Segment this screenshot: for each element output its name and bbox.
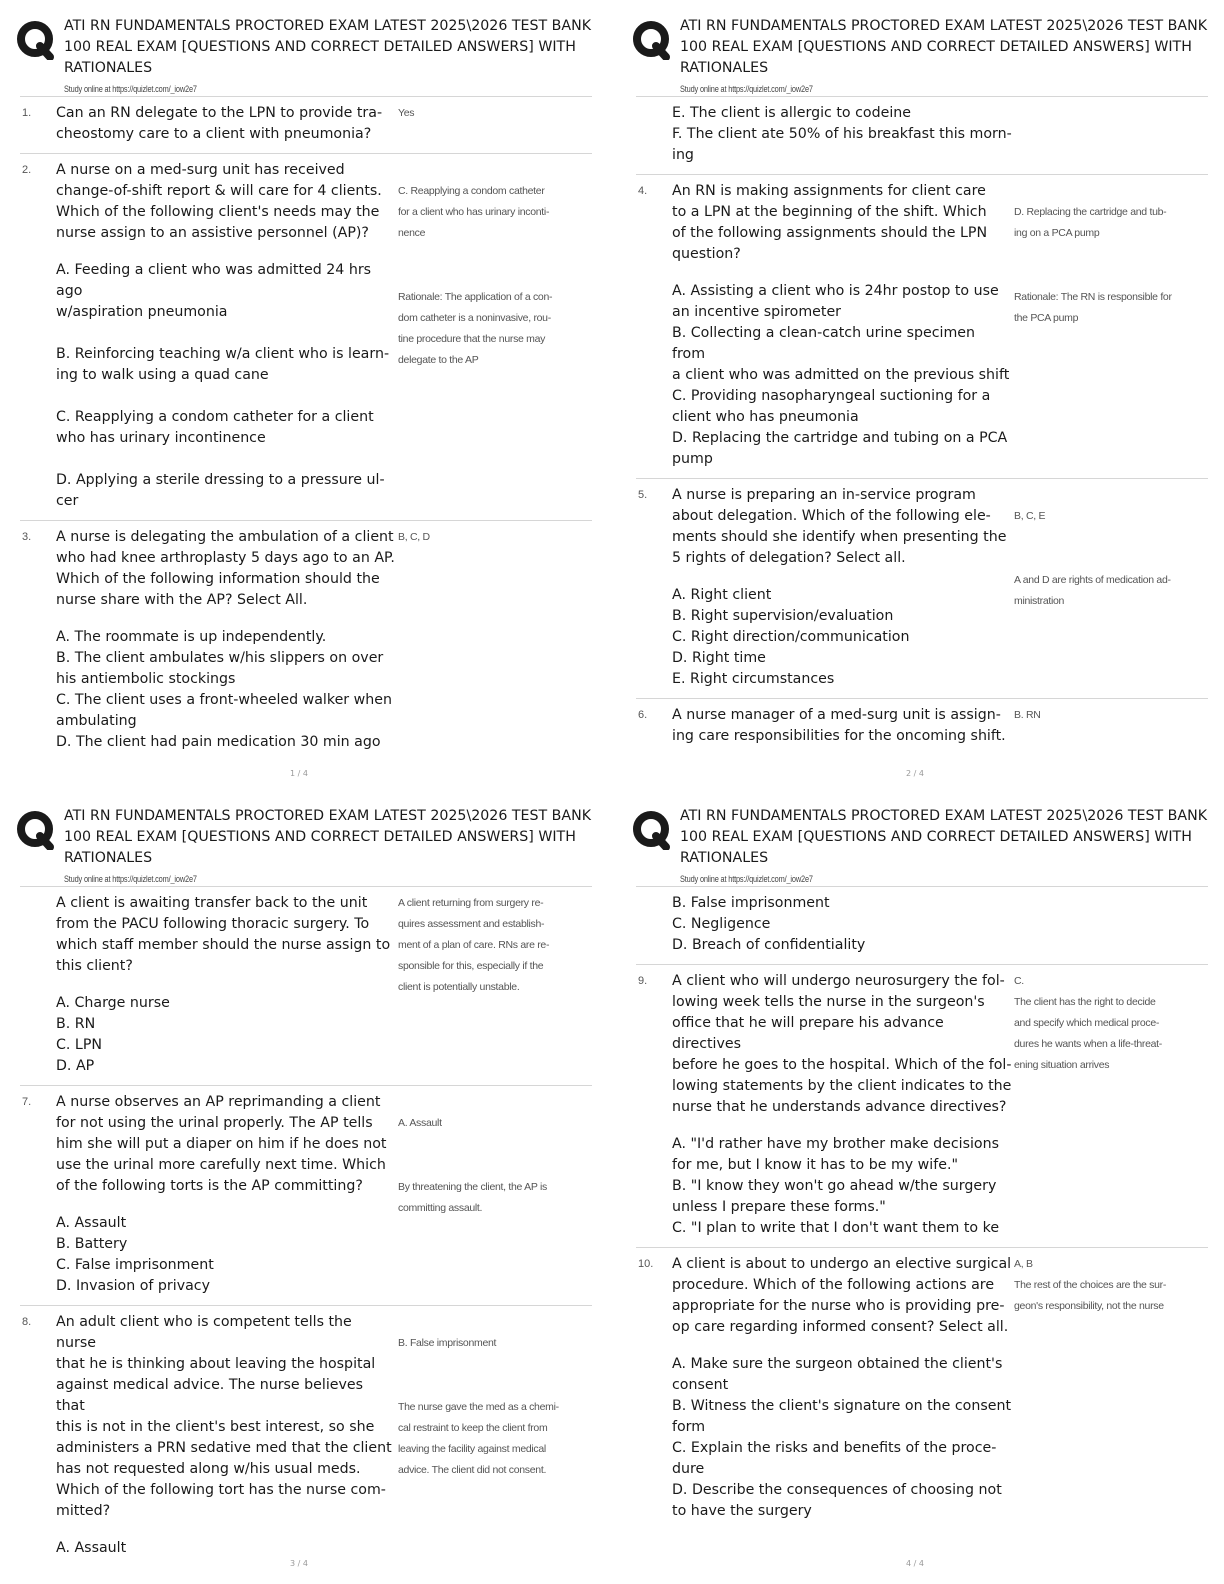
rationale-text: Rationale: The RN is responsible for the PCA pump xyxy=(1014,291,1172,324)
question-block xyxy=(12,521,612,761)
rationale-text: A and D are rights of medication ad- ministration xyxy=(1014,574,1171,607)
study-link[interactable]: Study online at https://quizlet.com/_iow2e7 xyxy=(64,874,197,884)
quizlet-logo-icon xyxy=(632,810,672,850)
document-page-1 xyxy=(12,14,612,784)
question-block xyxy=(12,97,612,153)
quizlet-logo-icon xyxy=(632,20,672,60)
question-number: 9. xyxy=(638,975,648,987)
question-block xyxy=(628,175,1224,478)
document-title: ATI RN FUNDAMENTALS PROCTORED EXAM LATEST 2025\2026 TEST BANK 100 REAL EXAM [QUESTIONS AND CORRECT DETAILED ANSWERS] WITH RATIONALES xyxy=(64,18,592,76)
answer-options: A. The roommate is up independently. B. The client ambulates w/his slippers on over his antiembolic stockings C. The client uses a front-wheeled walker when ambulating D. The client had pain medication 30 min ago xyxy=(56,629,392,750)
answer-options: A. Assisting a client who is 24hr postop to use an incentive spirometer B. Collecting a clean-catch urine specimen from a client who was admitted on the previous shift C. Providing nasopharyngeal suctioning for a client who has pneumonia D. Replacing the cartridge and tubing on a PCA pump xyxy=(672,283,1010,467)
question-text: A client is awaiting transfer back to the unit from the PACU following thoracic surgery. To which staff member should the nurse assign to this client? xyxy=(56,895,391,974)
question-number: 4. xyxy=(638,185,648,197)
question-number: 8. xyxy=(22,1316,32,1328)
answer-text: C. The client has the right to decide and specify which medical proce- dures he wants when a life-threat- ening situation arrives xyxy=(1014,975,1162,1071)
document-title: ATI RN FUNDAMENTALS PROCTORED EXAM LATEST 2025\2026 TEST BANK 100 REAL EXAM [QUESTIONS AND CORRECT DETAILED ANSWERS] WITH RATIONALES xyxy=(64,808,592,866)
question-text: A nurse on a med-surg unit has received change-of-shift report & will care for 4 clients. Which of the following client's needs may the nurse assign to an assistive personnel (AP)? xyxy=(56,162,382,241)
continued-options: B. False imprisonment C. Negligence D. Breach of confidentiality xyxy=(672,895,866,953)
question-continuation xyxy=(628,97,1224,174)
answer-text xyxy=(1014,485,1200,633)
question-text: Can an RN delegate to the LPN to provide tra- cheostomy care to a client with pneumonia? xyxy=(56,105,383,142)
question-number: 1. xyxy=(22,107,32,119)
question-block xyxy=(12,154,612,520)
study-link[interactable]: Study online at https://quizlet.com/_iow2e7 xyxy=(64,84,197,94)
page-header xyxy=(628,804,1224,886)
page-header xyxy=(628,14,1224,96)
question-text: An RN is making assignments for client care to a LPN at the beginning of the shift. Which of the following assignments should the LPN question? xyxy=(672,183,988,262)
answer-options: A. "I'd rather have my brother make decisions for me, but I know it has to be my wife." B. "I know they won't go ahead w/the surgery unless I prepare these forms." C. "I plan to write that I don't want them to ke xyxy=(672,1136,1000,1236)
answer-value: B. False imprisonment xyxy=(398,1337,497,1349)
answer-options: A. Feeding a client who was admitted 24 hrs ago w/aspiration pneumonia B. Reinforcing teaching w/a client who is learn- ing to walk using a quad cane C. Reapplying a condom catheter for a client who has urinary incontinence D. Applying a sterile dressing to a pressure ul- cer xyxy=(56,262,390,509)
question-number: 6. xyxy=(638,709,648,721)
document-page-3 xyxy=(12,804,612,1574)
answer-text xyxy=(1014,181,1200,350)
page-number: 3 / 4 xyxy=(290,1559,308,1568)
question-number: 2. xyxy=(22,164,32,176)
question-block xyxy=(628,479,1224,698)
answer-value: C. Reapplying a condom catheter for a client who has urinary inconti- nence xyxy=(398,185,550,239)
question-block xyxy=(628,965,1224,1247)
page-header xyxy=(12,804,612,886)
document-title: ATI RN FUNDAMENTALS PROCTORED EXAM LATEST 2025\2026 TEST BANK 100 REAL EXAM [QUESTIONS AND CORRECT DETAILED ANSWERS] WITH RATIONALES xyxy=(680,18,1208,76)
page-number: 4 / 4 xyxy=(906,1559,924,1568)
question-text: A nurse observes an AP reprimanding a client for not using the urinal properly. The AP tells him she will put a diaper on him if he does not use the urinal more carefully next time. Which of the following torts is the AP committing? xyxy=(56,1094,387,1194)
answer-text xyxy=(398,1092,584,1240)
document-page-2 xyxy=(628,14,1224,784)
question-block xyxy=(12,1086,612,1305)
study-link[interactable]: Study online at https://quizlet.com/_iow2e7 xyxy=(680,874,813,884)
answer-options: A. Assault B. Battery C. False imprisonment D. Invasion of privacy xyxy=(56,1215,214,1294)
answer-text xyxy=(398,1312,584,1502)
question-number: 10. xyxy=(638,1258,654,1270)
answer-value: A. Assault xyxy=(398,1117,442,1129)
answer-options: A. Make sure the surgeon obtained the client's consent B. Witness the client's signature on the consent form C. Explain the risks and benefits of the proce- dure D. Describe the consequences of choosing not to have the surgery xyxy=(672,1356,1012,1519)
question-block xyxy=(628,1248,1224,1530)
question-text: A nurse manager of a med-surg unit is assign- ing care responsibilities for the oncoming shift. xyxy=(672,707,1006,744)
document-page-4 xyxy=(628,804,1224,1574)
question-block xyxy=(628,699,1224,755)
document-title: ATI RN FUNDAMENTALS PROCTORED EXAM LATEST 2025\2026 TEST BANK 100 REAL EXAM [QUESTIONS AND CORRECT DETAILED ANSWERS] WITH RATIONALES xyxy=(680,808,1208,866)
question-text: A client who will undergo neurosurgery the fol- lowing week tells the nurse in the surgeon's office that he will prepare his advance directives before he goes to the hospital. Which of the fol- lowing statements by the client indicates to the nurse that he understands advance directives? xyxy=(672,973,1012,1115)
page-number: 1 / 4 xyxy=(290,769,308,778)
quizlet-logo-icon xyxy=(16,20,56,60)
question-number: 5. xyxy=(638,489,648,501)
page-number: 2 / 4 xyxy=(906,769,924,778)
continued-options: E. The client is allergic to codeine F. The client ate 50% of his breakfast this morn- ing xyxy=(672,105,1012,163)
answer-text: Yes xyxy=(398,107,415,119)
question-block xyxy=(12,887,612,1085)
answer-text: B. RN xyxy=(1014,709,1041,721)
question-text: A client is about to undergo an elective surgical procedure. Which of the following actions are appropriate for the nurse who is providing pre- op care regarding informed consent? Select all. xyxy=(672,1256,1012,1335)
answer-text: A, B The rest of the choices are the sur- geon's responsibility, not the nurse xyxy=(1014,1258,1167,1312)
answer-options: A. Right client B. Right supervision/evaluation C. Right direction/communication D. Right time E. Right circumstances xyxy=(672,587,910,687)
question-text: A nurse is preparing an in-service program about delegation. Which of the following ele- ments should she identify when presenting the 5 rights of delegation? Select all. xyxy=(672,487,1007,566)
question-continuation xyxy=(628,887,1224,964)
question-number: 7. xyxy=(22,1096,32,1108)
question-text: A nurse is delegating the ambulation of a client who had knee arthroplasty 5 days ago to an AP. Which of the following information should the nurse share with the AP? Select All. xyxy=(56,529,395,608)
question-number: 3. xyxy=(22,531,32,543)
rationale-text: Rationale: The application of a con- dom catheter is a noninvasive, rou- tine procedure that the nurse may delegate to the AP xyxy=(398,291,553,366)
question-text: An adult client who is competent tells the nurse that he is thinking about leaving the hospital against medical advice. The nurse believes that this is not in the client's best interest, so she administers a PRN sedative med that the client has not requested along w/his usual meds. Which of the following tort has the nurse com- mitted? xyxy=(56,1314,392,1519)
page-header xyxy=(12,14,612,96)
answer-value: D. Replacing the cartridge and tub- ing on a PCA pump xyxy=(1014,206,1167,239)
rationale-text: The nurse gave the med as a chemi- cal restraint to keep the client from leaving the facility against medical advice. The client did not consent. xyxy=(398,1401,559,1476)
answer-options: A. Assault xyxy=(56,1540,127,1556)
study-link[interactable]: Study online at https://quizlet.com/_iow2e7 xyxy=(680,84,813,94)
answer-value: B, C, E xyxy=(1014,510,1046,522)
answer-options: A. Charge nurse B. RN C. LPN D. AP xyxy=(56,995,170,1074)
answer-text: B, C, D xyxy=(398,531,430,543)
quizlet-logo-icon xyxy=(16,810,56,850)
answer-text xyxy=(398,160,584,392)
question-block xyxy=(12,1306,612,1567)
answer-text: A client returning from surgery re- quires assessment and establish- ment of a plan of care. RNs are re- sponsible for this, especially if the client is potentially unstable. xyxy=(398,897,550,993)
rationale-text: By threatening the client, the AP is committing assault. xyxy=(398,1181,547,1214)
